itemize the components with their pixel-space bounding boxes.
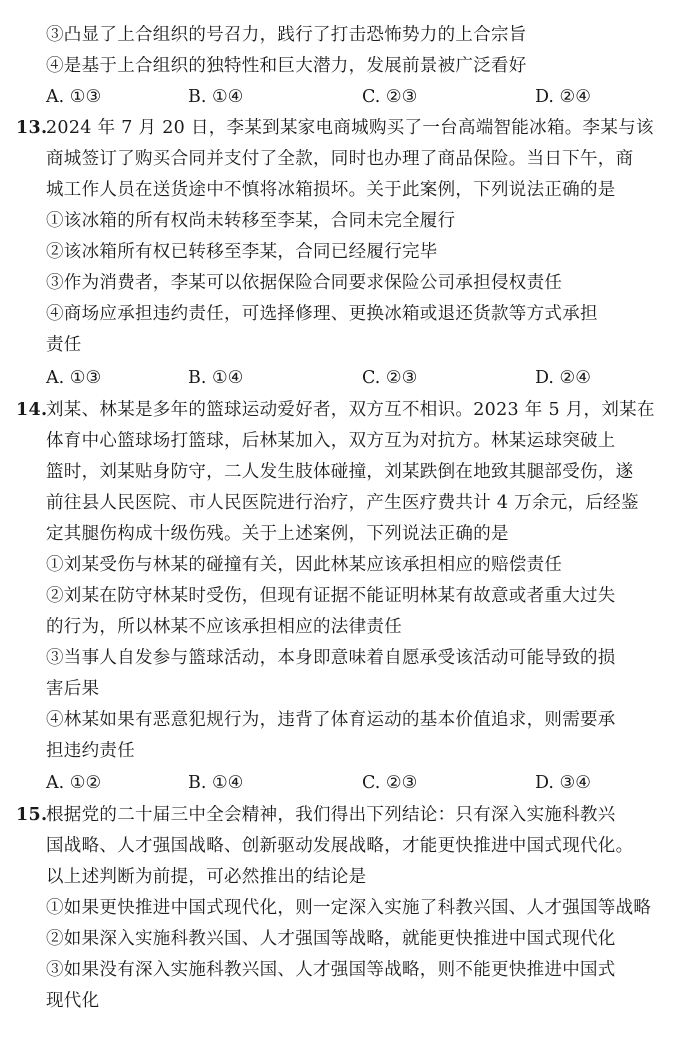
q14-option-a: A. ①② — [46, 773, 102, 793]
q13-stem-line-2: 商城签订了购买合同并支付了全款，同时也办理了商品保险。当日下午，商 — [46, 149, 634, 169]
q15-statement-1: ①如果更快推进中国式现代化，则一定深入实施了科教兴国、人才强国等战略 — [46, 898, 652, 918]
prev-option-d: D. ②④ — [535, 87, 591, 107]
q13-number: 13. — [16, 118, 48, 138]
q14-statement-4-cont: 担违约责任 — [46, 741, 135, 761]
q13-option-d: D. ②④ — [535, 368, 591, 388]
q15-statement-3: ③如果没有深入实施科教兴国、人才强国等战略，则不能更快推进中国式 — [46, 960, 616, 980]
q13-stem-line-3: 城工作人员在送货途中不慎将冰箱损坏。关于此案例，下列说法正确的是 — [46, 180, 616, 200]
prev-statement-4: ④是基于上合组织的独特性和巨大潜力，发展前景被广泛看好 — [46, 56, 527, 76]
q14-stem-line-1: 刘某、林某是多年的篮球运动爱好者，双方互不相识。2023 年 5 月，刘某在 — [46, 400, 655, 420]
q14-number: 14. — [16, 400, 48, 420]
q15-number: 15. — [16, 805, 48, 825]
prev-statement-3: ③凸显了上合组织的号召力，践行了打击恐怖势力的上合宗旨 — [46, 25, 527, 45]
prev-option-b: B. ①④ — [188, 87, 244, 107]
q14-option-c: C. ②③ — [362, 773, 418, 793]
q14-stem-line-4: 前往县人民医院、市人民医院进行治疗，产生医疗费共计 4 万余元，后经鉴 — [46, 493, 639, 513]
q14-statement-2-cont: 的行为，所以林某不应该承担相应的法律责任 — [46, 617, 402, 637]
prev-option-a: A. ①③ — [46, 87, 102, 107]
q14-stem-line-5: 定其腿伤构成十级伤残。关于上述案例，下列说法正确的是 — [46, 524, 509, 544]
q13-stem-line-1: 2024 年 7 月 20 日，李某到某家电商城购买了一台高端智能冰箱。李某与该 — [46, 118, 654, 138]
q13-statement-4-cont: 责任 — [46, 335, 82, 355]
q14-option-b: B. ①④ — [188, 773, 244, 793]
q13-statement-2: ②该冰箱所有权已转移至李某，合同已经履行完毕 — [46, 242, 438, 262]
q13-statement-3: ③作为消费者，李某可以依据保险合同要求保险公司承担侵权责任 — [46, 273, 563, 293]
q15-stem-line-3: 以上述判断为前提，可必然推出的结论是 — [46, 867, 367, 887]
q15-statement-2: ②如果深入实施科教兴国、人才强国等战略，就能更快推进中国式现代化 — [46, 929, 616, 949]
q14-statement-3: ③当事人自发参与篮球活动，本身即意味着自愿承受该活动可能导致的损 — [46, 648, 616, 668]
q13-statement-4: ④商场应承担违约责任，可选择修理、更换冰箱或退还货款等方式承担 — [46, 304, 598, 324]
q15-statement-3-cont: 现代化 — [46, 991, 100, 1011]
q13-option-c: C. ②③ — [362, 368, 418, 388]
q15-stem-line-1: 根据党的二十届三中全会精神，我们得出下列结论：只有深入实施科教兴 — [46, 805, 616, 825]
q15-stem-line-2: 国战略、人才强国战略、创新驱动发展战略，才能更快推进中国式现代化。 — [46, 836, 634, 856]
q14-statement-1: ①刘某受伤与林某的碰撞有关，因此林某应该承担相应的赔偿责任 — [46, 555, 563, 575]
q14-option-d: D. ③④ — [535, 773, 591, 793]
q13-option-b: B. ①④ — [188, 368, 244, 388]
q14-statement-4: ④林某如果有恶意犯规行为，违背了体育运动的基本价值追求，则需要承 — [46, 710, 616, 730]
prev-option-c: C. ②③ — [362, 87, 418, 107]
q14-statement-2: ②刘某在防守林某时受伤，但现有证据不能证明林某有故意或者重大过失 — [46, 586, 616, 606]
q14-statement-3-cont: 害后果 — [46, 679, 100, 699]
q13-option-a: A. ①③ — [46, 368, 102, 388]
q14-stem-line-2: 体育中心篮球场打篮球，后林某加入，双方互为对抗方。林某运球突破上 — [46, 431, 616, 451]
q13-statement-1: ①该冰箱的所有权尚未转移至李某，合同未完全履行 — [46, 211, 456, 231]
q14-stem-line-3: 篮时，刘某贴身防守，二人发生肢体碰撞，刘某跌倒在地致其腿部受伤，遂 — [46, 462, 634, 482]
